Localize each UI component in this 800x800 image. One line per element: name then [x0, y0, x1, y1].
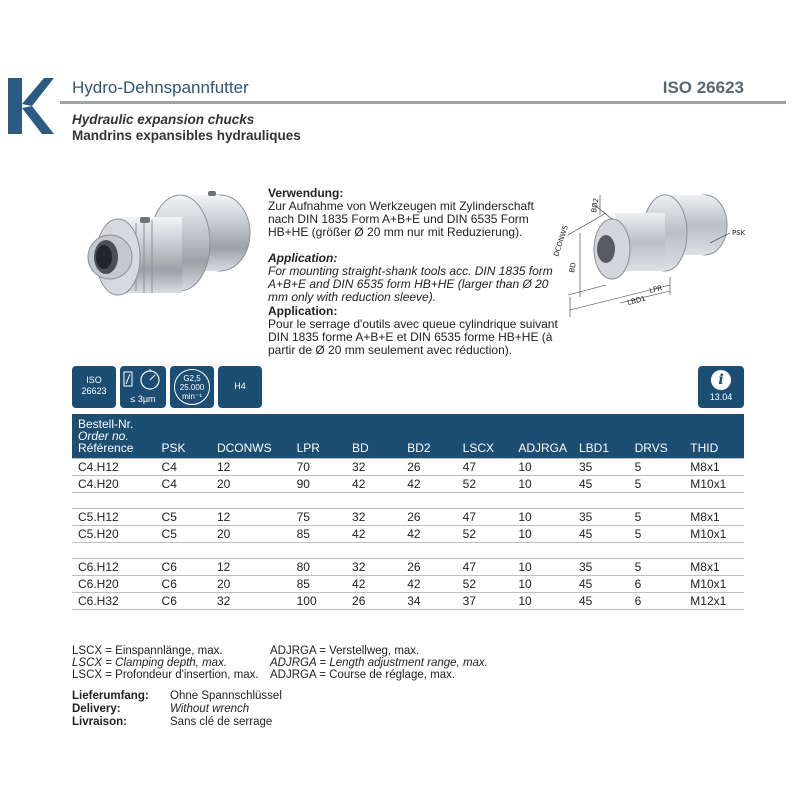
label-lpr: LPR [648, 284, 664, 295]
header-divider [60, 101, 786, 104]
usage-german-text: Zur Aufnahme von Werkzeugen mit Zylinderschaft nach DIN 1835 Form A+B+E und DIN 6535 Form HB+HE (größer Ø 20 mm nur mit Reduzierung). [268, 199, 534, 239]
delivery-en-label: Delivery: [72, 703, 121, 715]
label-lbd1: LBD1 [626, 294, 647, 307]
subtitle-english: Hydraulic expansion chucks [72, 112, 255, 127]
header-order-no: Bestell-Nr. Order no. Référence [72, 414, 156, 459]
delivery-fr-label: Livraison: [72, 716, 127, 728]
product-photo [70, 185, 260, 330]
balance-badge [170, 366, 214, 408]
table-cell: M10x1 [684, 576, 744, 593]
usage-french-text: Pour le serrage d'outils avec queue cylindrique suivant DIN 1835 forme A+B+E et DIN 6535 forme HB+HE (à partir de Ø 20 mm seulement avec réduction). [268, 317, 558, 357]
table-cell: 35 [573, 459, 629, 476]
usage-french-heading: Application: [268, 304, 338, 318]
table-cell: 20 [211, 576, 291, 593]
table-cell: 10 [512, 559, 573, 576]
legend-adjrga-en: ADJRGA = Length adjustment range, max. [270, 657, 488, 669]
table-cell: 42 [346, 526, 401, 543]
delivery-info [72, 690, 282, 729]
header-dconws: DCONWS [211, 414, 291, 459]
legend-lscx [72, 645, 259, 681]
table-cell: C4.H12 [72, 459, 156, 476]
iso-badge-line1: ISO [86, 375, 102, 385]
usage-french [268, 305, 558, 357]
usage-german-heading: Verwendung: [268, 186, 344, 200]
label-bd: BD [568, 261, 578, 274]
table-cell: 100 [291, 593, 346, 610]
table-cell: 52 [457, 576, 513, 593]
usage-english [268, 252, 558, 304]
delivery-de-label: Lieferumfang: [72, 690, 149, 702]
table-group-gap [72, 493, 744, 509]
table-cell: 10 [512, 459, 573, 476]
table-cell: 35 [573, 509, 629, 526]
table-cell: 20 [211, 526, 291, 543]
table-cell: 52 [457, 476, 513, 493]
table-cell: 75 [291, 509, 346, 526]
technical-drawing [540, 185, 795, 325]
table-cell: 34 [401, 593, 456, 610]
table-cell: C5 [156, 526, 211, 543]
product-table [72, 414, 744, 610]
table-cell: 5 [629, 509, 685, 526]
table-cell: 20 [211, 476, 291, 493]
page-title: Hydro-Dehnspannfutter [72, 78, 249, 97]
header-drvs: DRVS [629, 414, 685, 459]
legend-lscx-de: LSCX = Einspannlänge, max. [72, 645, 223, 657]
table-cell: 35 [573, 559, 629, 576]
legend-lscx-fr: LSCX = Profondeur d'insertion, max. [72, 669, 259, 681]
runout-gauge-icon [120, 366, 166, 394]
header-bd: BD [346, 414, 401, 459]
header-lpr: LPR [291, 414, 346, 459]
table-cell: 45 [573, 476, 629, 493]
table-cell: 10 [512, 576, 573, 593]
table-cell: 26 [401, 459, 456, 476]
usage-german [268, 187, 558, 239]
standard-label: ISO 26623 [662, 78, 744, 97]
table-cell: C6.H20 [72, 576, 156, 593]
table-cell: C6.H12 [72, 559, 156, 576]
table-cell: 70 [291, 459, 346, 476]
table-cell: 26 [401, 559, 456, 576]
header-lscx: LSCX [457, 414, 513, 459]
table-cell: C5.H20 [72, 526, 156, 543]
header-bd2: BD2 [401, 414, 456, 459]
table-cell: 47 [457, 509, 513, 526]
table-group-gap [72, 543, 744, 559]
table-cell: 32 [346, 459, 401, 476]
table-cell: C4.H20 [72, 476, 156, 493]
balance-rpm: 25.000 [179, 383, 205, 392]
tolerance-badge: H4 [218, 366, 262, 408]
info-icon: i [711, 370, 731, 390]
table-cell: 6 [629, 576, 685, 593]
table-cell: 5 [629, 459, 685, 476]
table-cell: 32 [346, 559, 401, 576]
table-cell: 32 [346, 509, 401, 526]
table-cell: M12x1 [684, 593, 744, 610]
table-cell: C6.H32 [72, 593, 156, 610]
table-cell: 42 [401, 526, 456, 543]
table-cell: 85 [291, 526, 346, 543]
label-psk: PSK [732, 229, 746, 237]
legend-lscx-en: LSCX = Clamping depth, max. [72, 657, 228, 669]
table-cell: 80 [291, 559, 346, 576]
table-cell: C5 [156, 509, 211, 526]
table-cell: 42 [401, 476, 456, 493]
usage-english-heading: Application: [268, 251, 338, 265]
table-cell: 42 [346, 476, 401, 493]
runout-badge-value: ≤ 3µm [130, 394, 156, 404]
table-cell: C5.H12 [72, 509, 156, 526]
usage-english-text: For mounting straight-shank tools acc. DIN 1835 form A+B+E and DIN 6535 form HB+HE (larger than Ø 20 mm only with reduction sleeve). [268, 264, 553, 304]
table-cell: 10 [512, 476, 573, 493]
table-row [72, 476, 744, 493]
legend-adjrga-de: ADJRGA = Verstellweg, max. [270, 645, 420, 657]
table-cell: 52 [457, 526, 513, 543]
table-cell: 5 [629, 559, 685, 576]
table-cell: 37 [457, 593, 513, 610]
table-cell: 47 [457, 459, 513, 476]
legend-adjrga [270, 645, 488, 681]
label-bd2: BD2 [590, 197, 601, 214]
info-badge[interactable] [698, 366, 744, 408]
table-cell: 12 [211, 459, 291, 476]
balance-grade: G2,5 [183, 374, 201, 383]
label-dconws: DCONWS [552, 224, 570, 258]
table-cell: 47 [457, 559, 513, 576]
header-lbd1: LBD1 [573, 414, 629, 459]
table-cell: M10x1 [684, 476, 744, 493]
delivery-en-value: Without wrench [170, 703, 250, 715]
table-cell: 5 [629, 476, 685, 493]
table-cell: 26 [401, 509, 456, 526]
table-cell: 10 [512, 593, 573, 610]
table-cell: M8x1 [684, 559, 744, 576]
table-cell: C6 [156, 576, 211, 593]
header-thid: THID [684, 414, 744, 459]
table-cell: 45 [573, 526, 629, 543]
table-header-row [72, 414, 744, 459]
info-page-ref: 13.04 [709, 392, 733, 402]
table-row [72, 559, 744, 576]
iso-badge-line2: 26623 [81, 386, 107, 396]
table-cell: 5 [629, 526, 685, 543]
table-row [72, 526, 744, 543]
table-cell: C6 [156, 593, 211, 610]
table-cell: C4 [156, 459, 211, 476]
table-cell: M8x1 [684, 459, 744, 476]
table-cell: 32 [211, 593, 291, 610]
table-row [72, 509, 744, 526]
table-cell: 12 [211, 509, 291, 526]
table-cell: 10 [512, 526, 573, 543]
table-cell: 26 [346, 593, 401, 610]
table-cell: 42 [346, 576, 401, 593]
table-cell: M10x1 [684, 526, 744, 543]
table-cell: 85 [291, 576, 346, 593]
delivery-fr-value: Sans clé de serrage [170, 716, 273, 728]
table-cell: 45 [573, 576, 629, 593]
legend-adjrga-fr: ADJRGA = Course de réglage, max. [270, 669, 456, 681]
table-cell: 10 [512, 509, 573, 526]
table-cell: C6 [156, 559, 211, 576]
balance-unit: min⁻¹ [182, 392, 202, 401]
table-row [72, 593, 744, 610]
delivery-de-value: Ohne Spannschlüssel [170, 690, 282, 702]
table-cell: 90 [291, 476, 346, 493]
subtitle-french: Mandrins expansibles hydrauliques [72, 128, 301, 143]
table-row [72, 576, 744, 593]
table-cell: 42 [401, 576, 456, 593]
table-cell: 45 [573, 593, 629, 610]
table-cell: C4 [156, 476, 211, 493]
iso-badge [72, 366, 116, 408]
table-cell: M8x1 [684, 509, 744, 526]
header-adjrga: ADJRGA [512, 414, 573, 459]
table-cell: 6 [629, 593, 685, 610]
table-cell: 12 [211, 559, 291, 576]
header-psk: PSK [156, 414, 211, 459]
table-row [72, 459, 744, 476]
runout-badge [120, 366, 166, 408]
brand-logo [8, 78, 54, 134]
